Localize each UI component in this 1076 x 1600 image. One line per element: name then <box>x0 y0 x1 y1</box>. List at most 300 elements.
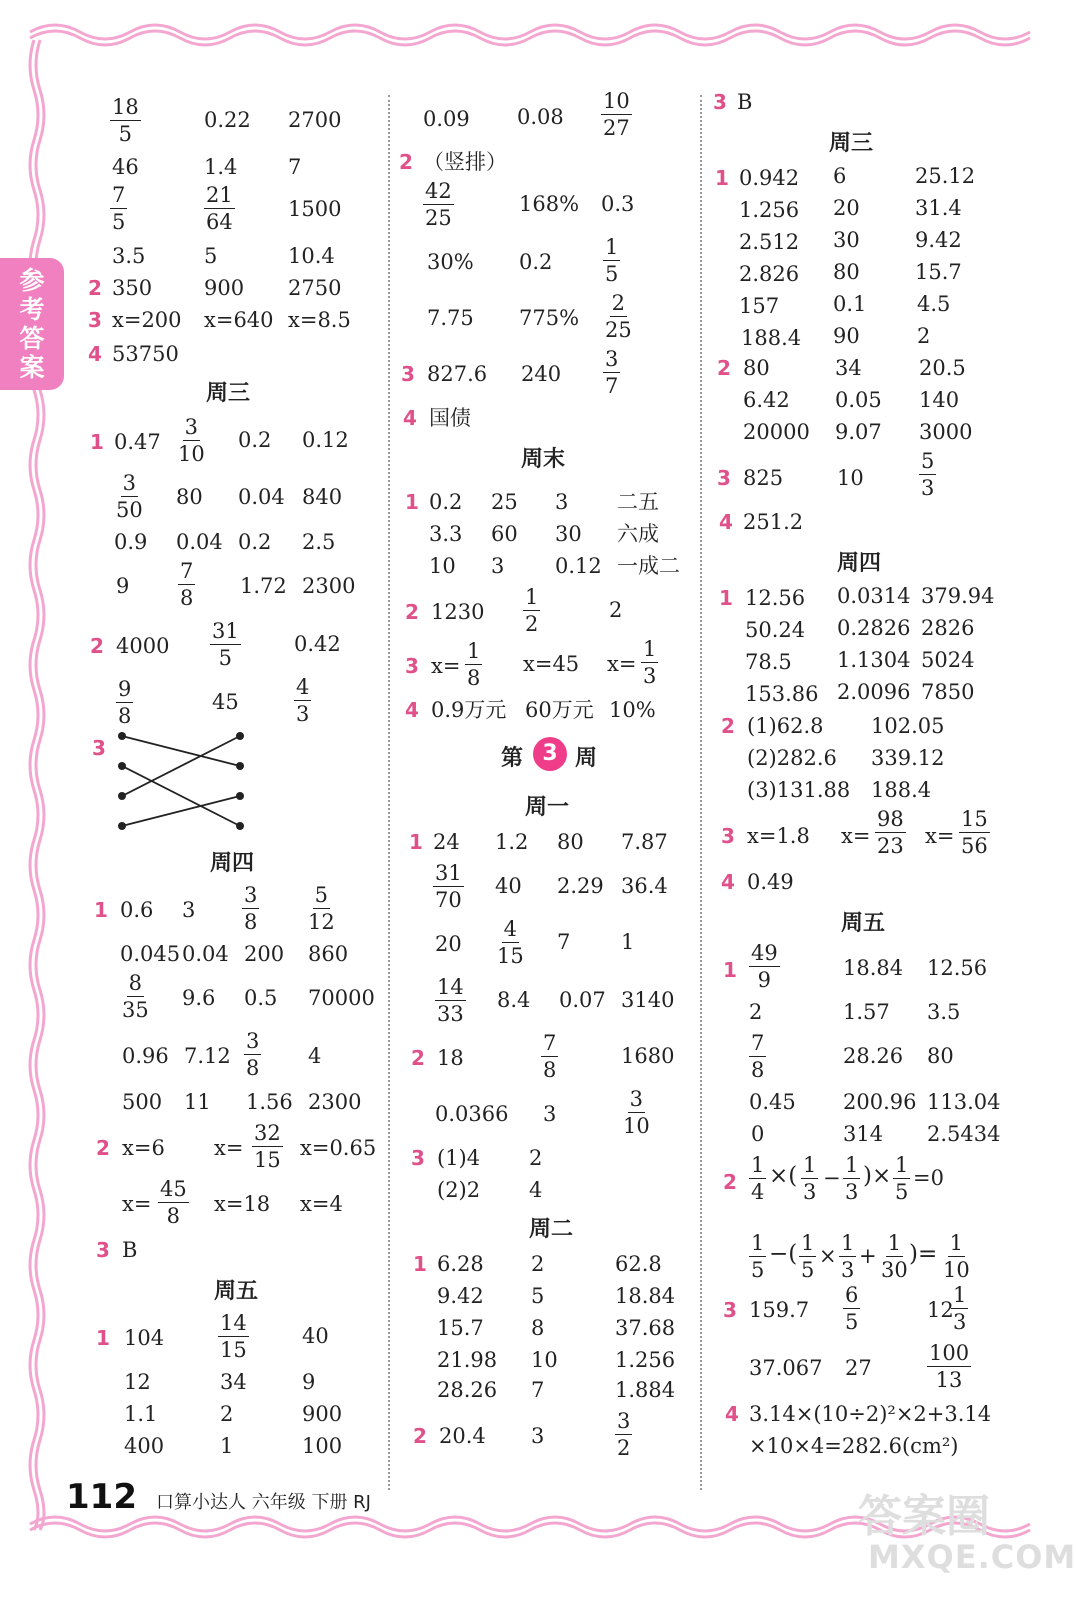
expression-operator: )× <box>863 1163 892 1189</box>
section-title-fri: 周五 <box>841 911 886 936</box>
answer: 0.045 <box>120 942 181 966</box>
fraction: $\frac{31}{5}$ <box>212 619 239 670</box>
answer: (1)4 <box>437 1146 481 1170</box>
side-tab-char: 考 <box>19 295 45 324</box>
section-title-wed: 周三 <box>206 381 251 406</box>
answer: 1500 <box>288 197 342 221</box>
question-number: 3 <box>88 308 102 332</box>
answer: 2.5 <box>302 530 336 554</box>
answer: 5 <box>531 1284 545 1308</box>
answer: x=0.65 <box>300 1136 377 1160</box>
section-title-thu: 周四 <box>210 851 255 876</box>
answer: 7 <box>557 930 571 954</box>
answer: 15.7 <box>437 1316 484 1340</box>
question-number: 2 <box>413 1424 427 1448</box>
fraction: $\frac{1}{2}$ <box>525 585 539 636</box>
fraction: $\frac{7}{8}$ <box>751 1031 765 1082</box>
question-number: 2 <box>405 600 419 624</box>
answer: 0.1 <box>833 292 867 316</box>
fraction: $\frac{14}{15}$ <box>220 1311 247 1362</box>
answer-prefix: x= <box>841 824 871 848</box>
answer: 1.2 <box>495 830 529 854</box>
answer: 350 <box>112 276 153 300</box>
answer: 2.0096 <box>837 680 911 704</box>
answer: 0.04 <box>238 485 285 509</box>
answer: 36.4 <box>621 874 668 898</box>
answer: 6.42 <box>743 388 790 412</box>
answer: 900 <box>204 276 245 300</box>
section-title-weekend: 周末 <box>521 447 566 472</box>
answer: 4 <box>308 1044 322 1068</box>
question-number: 3 <box>96 1238 110 1262</box>
question-number: 2 <box>717 356 731 380</box>
answer: 1.256 <box>739 198 800 222</box>
answer: 1 <box>220 1434 234 1458</box>
question-label: （竖排） <box>423 150 507 174</box>
answer: 30% <box>427 250 474 274</box>
answer: 1.4 <box>204 155 238 179</box>
fraction: $\frac{4}{15}$ <box>497 917 524 968</box>
question-number: 3 <box>92 736 106 760</box>
fraction: $\frac{14}{33}$ <box>437 975 464 1026</box>
answer: 0.2 <box>238 428 272 452</box>
answer: 27 <box>845 1356 872 1380</box>
answer: 3140 <box>621 988 675 1012</box>
answer: 10.4 <box>288 244 335 268</box>
fraction: $\frac{31}{70}$ <box>435 861 462 912</box>
week-number-badge: 3 <box>533 737 567 771</box>
fraction: $\frac{5}{3}$ <box>921 449 935 500</box>
answer: 0.47 <box>114 430 161 454</box>
answer: 2 <box>529 1146 543 1170</box>
answer: 825 <box>743 466 784 490</box>
section-title-tue: 周二 <box>529 1217 574 1242</box>
question-number: 3 <box>405 654 419 678</box>
answer: 0.45 <box>749 1090 796 1114</box>
answer: 4.5 <box>917 292 951 316</box>
side-tab-label <box>19 266 44 382</box>
answer: 0.04 <box>182 942 229 966</box>
question-number: 3 <box>721 824 735 848</box>
question-number: 1 <box>409 830 423 854</box>
answer: 0.04 <box>176 530 223 554</box>
answer: 9.6 <box>182 986 216 1010</box>
answer: 379.94 <box>921 584 995 608</box>
answer: 70000 <box>308 986 375 1010</box>
question-number: 3 <box>411 1146 425 1170</box>
answer: x=640 <box>204 308 274 332</box>
question-number: 3 <box>717 466 731 490</box>
fraction: $\frac{5}{12}$ <box>308 883 335 934</box>
fraction: $\frac{21}{64}$ <box>206 183 233 234</box>
answer: x=6 <box>122 1136 165 1160</box>
answer: 1.72 <box>240 574 287 598</box>
answer-line: 3.14×(10÷2)²×2+3.14 <box>749 1402 992 1426</box>
answer: 62.8 <box>615 1252 662 1276</box>
answer: 314 <box>843 1122 884 1146</box>
question-number: 2 <box>90 634 104 658</box>
answer: 15.7 <box>915 260 962 284</box>
answer: 2.29 <box>557 874 604 898</box>
answer: 11 <box>184 1090 211 1114</box>
answer: 0.9万元 <box>431 698 507 722</box>
answer: 2 <box>917 324 931 348</box>
expression-result: =0 <box>913 1166 944 1190</box>
answer: 900 <box>302 1402 343 1426</box>
answer: 3 <box>182 898 196 922</box>
question-number: 1 <box>94 898 108 922</box>
answer: 80 <box>557 830 584 854</box>
answer: 2300 <box>302 574 356 598</box>
answer: 827.6 <box>427 362 488 386</box>
answer: 31.4 <box>915 196 962 220</box>
fraction: $\frac{3}{8}$ <box>244 883 258 934</box>
answer: 60万元 <box>525 698 594 722</box>
top-wavy-border <box>30 18 1030 46</box>
section-title-wed: 周三 <box>829 131 874 156</box>
answer: 28.26 <box>437 1378 498 1402</box>
answer: 2.512 <box>739 230 800 254</box>
fraction: $\frac{2}{25}$ <box>605 291 632 342</box>
answer: 30 <box>555 522 582 546</box>
answer: 45 <box>212 690 239 714</box>
answer: 1 <box>621 930 635 954</box>
question-number: 1 <box>723 958 737 982</box>
fraction: $\frac{3}{10}$ <box>623 1087 650 1138</box>
answer: 0.07 <box>559 988 606 1012</box>
answer-prefix: x= <box>607 652 637 676</box>
answer: 7850 <box>921 680 975 704</box>
answer: 0 <box>751 1122 765 1146</box>
fraction: $\frac{7}{5}$ <box>112 183 126 234</box>
answer: 8 <box>531 1316 545 1340</box>
answer: 0.2826 <box>837 616 911 640</box>
answer: 860 <box>308 942 349 966</box>
answer: 251.2 <box>743 510 804 534</box>
answer: 1680 <box>621 1044 675 1068</box>
side-tab-char: 参 <box>19 266 45 295</box>
question-number: 2 <box>411 1046 425 1070</box>
answer: 40 <box>495 874 522 898</box>
answer: 4000 <box>116 634 170 658</box>
fraction: $\frac{10}{27}$ <box>603 89 630 140</box>
matching-lines-diagram <box>116 730 256 834</box>
answer: x=8.5 <box>288 308 351 332</box>
question-number: 1 <box>715 166 729 190</box>
expression-operator: − <box>823 1166 841 1190</box>
answer: 159.7 <box>749 1298 810 1322</box>
fraction: $\frac{1}{3}$ <box>643 637 657 688</box>
question-number: 1 <box>96 1326 110 1350</box>
answer: 0.96 <box>122 1044 169 1068</box>
fraction: $\frac{3}{10}$ <box>178 415 205 466</box>
fraction: $\frac{32}{15}$ <box>254 1121 281 1172</box>
answer: 10% <box>609 698 656 722</box>
answer: 200.96 <box>843 1090 917 1114</box>
fraction: $\frac{15}{56}$ <box>961 807 988 858</box>
answer: 7.87 <box>621 830 668 854</box>
fraction: $\frac{1}{3}$ <box>841 1231 855 1282</box>
answer: 0.3 <box>601 192 635 216</box>
answer: 10 <box>429 554 456 578</box>
answer: 1.1304 <box>837 648 911 672</box>
fraction: $\frac{1}{8}$ <box>467 639 481 690</box>
answer: 9 <box>302 1370 316 1394</box>
answer: 46 <box>112 155 139 179</box>
question-number: 3 <box>723 1298 737 1322</box>
question-number: 4 <box>403 406 417 430</box>
answer: 12.56 <box>745 586 806 610</box>
answer: 12.56 <box>927 956 988 980</box>
fraction: $\frac{6}{5}$ <box>845 1283 859 1334</box>
question-number: 4 <box>721 870 735 894</box>
answer: 153.86 <box>745 682 819 706</box>
answer: B <box>122 1238 138 1262</box>
fraction: $\frac{3}{8}$ <box>246 1029 260 1080</box>
fraction: $\frac{4}{3}$ <box>296 675 310 726</box>
fraction: $\frac{3}{7}$ <box>605 347 619 398</box>
answer: 9.42 <box>915 228 962 252</box>
question-number: 2 <box>721 714 735 738</box>
answer: 3 <box>491 554 505 578</box>
fraction: $\frac{3}{2}$ <box>617 1409 631 1460</box>
answer: 六成 <box>617 522 659 546</box>
question-number: 4 <box>405 698 419 722</box>
side-tab-answers <box>0 258 64 390</box>
column-divider-1 <box>388 95 390 1490</box>
question-number: 2 <box>723 1170 737 1194</box>
answer: 21.98 <box>437 1348 498 1372</box>
answer: 0.2 <box>238 530 272 554</box>
answer: x=18 <box>214 1192 271 1216</box>
answer: 二五 <box>617 490 659 514</box>
answer: 775% <box>519 306 580 330</box>
fraction: $\frac{1}{3}$ <box>953 1283 967 1334</box>
expression-operator: ×( <box>769 1163 798 1189</box>
answer: 0.09 <box>423 107 470 131</box>
question-number: 3 <box>401 362 415 386</box>
answer: 0.42 <box>294 632 341 656</box>
answer: (1)62.8 <box>747 714 824 738</box>
answer: (3)131.88 <box>747 778 851 802</box>
section-title-fri: 周五 <box>214 1279 259 1304</box>
answer: 9 <box>116 574 130 598</box>
answer: 7.12 <box>184 1044 231 1068</box>
answer: 3 <box>531 1424 545 1448</box>
answer: 0.942 <box>739 166 800 190</box>
question-number: 4 <box>719 510 733 534</box>
expression-operator: −( <box>769 1241 798 1267</box>
answer: 339.12 <box>871 746 945 770</box>
answer: 80 <box>833 260 860 284</box>
section-title-thu: 周四 <box>837 551 882 576</box>
answer-prefix: x= <box>925 824 955 848</box>
answer: 6.28 <box>437 1252 484 1276</box>
answer: 20 <box>833 196 860 220</box>
answer: 400 <box>124 1434 165 1458</box>
answer: 0.08 <box>517 105 564 129</box>
answer: 7.75 <box>427 306 474 330</box>
answer: 0.5 <box>244 986 278 1010</box>
answer: x=4 <box>300 1192 343 1216</box>
answer: 3 <box>543 1102 557 1126</box>
expression-operator: × <box>819 1244 837 1268</box>
side-tab-char: 答 <box>19 324 45 353</box>
answer: 2 <box>531 1252 545 1276</box>
fraction: $\frac{18}{5}$ <box>112 95 139 146</box>
fraction: $\frac{49}{9}$ <box>751 941 778 992</box>
answer: B <box>737 90 753 114</box>
fraction: $\frac{1}{30}$ <box>881 1231 908 1282</box>
answer: 140 <box>919 388 960 412</box>
answer: 500 <box>122 1090 163 1114</box>
answer: 188.4 <box>871 778 932 802</box>
question-number: 1 <box>90 430 104 454</box>
section-title-mon: 周一 <box>525 795 570 820</box>
answer: 18.84 <box>843 956 904 980</box>
fraction: $\frac{8}{35}$ <box>122 971 149 1022</box>
watermark-logo: 答案圈 <box>858 1491 990 1542</box>
answer: 0.9 <box>114 530 148 554</box>
answer: 2.5434 <box>927 1122 1001 1146</box>
answer: 1.57 <box>843 1000 890 1024</box>
fraction: $\frac{1}{3}$ <box>803 1153 817 1204</box>
question-number: 3 <box>713 90 727 114</box>
fraction: $\frac{1}{10}$ <box>943 1231 970 1282</box>
question-number: 4 <box>88 342 102 366</box>
fraction: $\frac{9}{8}$ <box>118 677 132 728</box>
answer-prefix: x= <box>431 654 461 678</box>
book-title: 口算小达人 六年级 下册 RJ <box>156 1492 371 1513</box>
answer: 2 <box>609 598 623 622</box>
answer: 90 <box>833 324 860 348</box>
answer: 0.0366 <box>435 1102 509 1126</box>
answer: 20 <box>435 932 462 956</box>
answer: 10 <box>531 1348 558 1372</box>
fraction: $\frac{100}{13}$ <box>929 1341 970 1392</box>
answer: 2 <box>220 1402 234 1426</box>
column-1 <box>80 80 380 1500</box>
answer: 1.256 <box>615 1348 676 1372</box>
answer: 2750 <box>288 276 342 300</box>
side-tab-char: 案 <box>19 353 45 382</box>
mixed-number-whole: 12 <box>927 1298 954 1322</box>
answer: 0.05 <box>835 388 882 412</box>
week-suffix: 周 <box>575 746 598 771</box>
answer: 2300 <box>308 1090 362 1114</box>
answer: 240 <box>521 362 562 386</box>
fraction: $\frac{7}{8}$ <box>543 1031 557 1082</box>
fraction: $\frac{1}{4}$ <box>751 1153 765 1204</box>
answer: 3.5 <box>927 1000 961 1024</box>
answer: 12 <box>124 1370 151 1394</box>
answer: 6 <box>833 164 847 188</box>
answer: 10 <box>837 466 864 490</box>
answer: 3.5 <box>112 244 146 268</box>
answer: 25.12 <box>915 164 976 188</box>
answer: 37.68 <box>615 1316 676 1340</box>
answer: 20.4 <box>439 1424 486 1448</box>
fraction: $\frac{1}{5}$ <box>751 1231 765 1282</box>
answer: 2700 <box>288 108 342 132</box>
answer: 20.5 <box>919 356 966 380</box>
answer: 7 <box>288 155 302 179</box>
answer: x=1.8 <box>747 824 810 848</box>
answer: 34 <box>220 1370 247 1394</box>
watermark-url: MXQE.COM <box>868 1538 1076 1576</box>
answer: 一成二 <box>617 554 680 578</box>
answer: 104 <box>124 1326 165 1350</box>
answer: 24 <box>433 830 460 854</box>
answer: 18 <box>437 1046 464 1070</box>
answer-line: ×10×4=282.6(cm²) <box>749 1434 959 1458</box>
answer: 0.0314 <box>837 584 911 608</box>
answer: 1230 <box>431 600 485 624</box>
answer: 157 <box>739 294 780 318</box>
question-number: 2 <box>88 276 102 300</box>
answer: 78.5 <box>745 650 792 674</box>
answer: 100 <box>302 1434 343 1458</box>
answer: 0.49 <box>747 870 794 894</box>
answer: 5024 <box>921 648 975 672</box>
answer: 5 <box>204 244 218 268</box>
fraction: $\frac{42}{25}$ <box>425 179 452 230</box>
column-3 <box>705 80 1035 1500</box>
answer: 0.12 <box>555 554 602 578</box>
answer: 0.22 <box>204 108 251 132</box>
answer: 7 <box>531 1378 545 1402</box>
week-prefix: 第 <box>501 746 524 771</box>
question-number: 1 <box>719 586 733 610</box>
fraction: $\frac{7}{8}$ <box>180 559 194 610</box>
answer: 30 <box>833 228 860 252</box>
answer: 200 <box>244 942 285 966</box>
answer: 2.826 <box>739 262 800 286</box>
fraction: $\frac{98}{23}$ <box>877 807 904 858</box>
fraction: $\frac{1}{5}$ <box>605 235 619 286</box>
question-number: 2 <box>399 150 413 174</box>
answer-prefix: x= <box>214 1136 244 1160</box>
answer: 113.04 <box>927 1090 1001 1114</box>
answer: 34 <box>835 356 862 380</box>
answer: 0.6 <box>120 898 154 922</box>
expression-operator: + <box>859 1244 877 1268</box>
fraction: $\frac{1}{5}$ <box>895 1153 909 1204</box>
answer: 4 <box>529 1178 543 1202</box>
answer: 2 <box>749 1000 763 1024</box>
column-divider-2 <box>700 95 702 1490</box>
answer: 0.12 <box>302 428 349 452</box>
answer: 3 <box>555 490 569 514</box>
answer: 840 <box>302 485 343 509</box>
answer: 1.1 <box>124 1402 158 1426</box>
answer: 20000 <box>743 420 810 444</box>
fraction: $\frac{1}{3}$ <box>845 1153 859 1204</box>
answer: 28.26 <box>843 1044 904 1068</box>
answer: 18.84 <box>615 1284 676 1308</box>
answer: 2826 <box>921 616 975 640</box>
answer: (2)2 <box>437 1178 481 1202</box>
answer: 3.3 <box>429 522 463 546</box>
answer: x=200 <box>112 308 182 332</box>
fraction: $\frac{3}{50}$ <box>116 471 143 522</box>
answer: 168% <box>519 192 580 216</box>
expression-operator: )= <box>909 1241 938 1267</box>
answer: 9.42 <box>437 1284 484 1308</box>
question-number: 4 <box>725 1402 739 1426</box>
answer: 37.067 <box>749 1356 823 1380</box>
answer: 60 <box>491 522 518 546</box>
